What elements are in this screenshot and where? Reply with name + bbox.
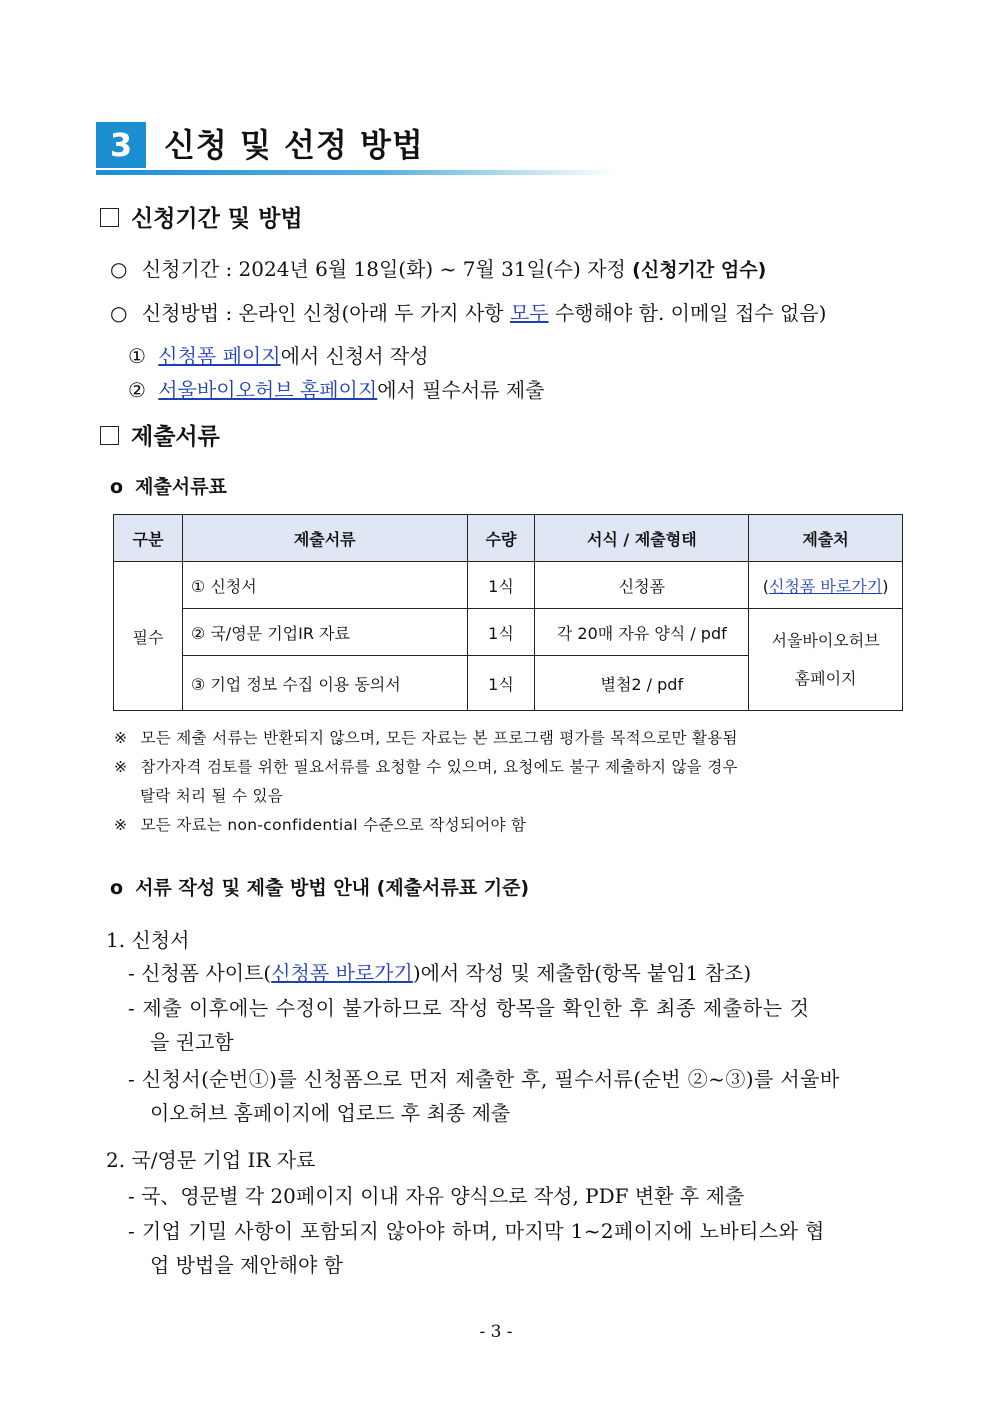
guide-item-cont: 업 방법을 제안해야 함	[150, 1253, 343, 1277]
note-mark: ※	[114, 729, 128, 747]
guide-item: - 신청서(순번①)를 신청폼으로 먼저 제출한 후, 필수서류(순번 ②~③)를 서울바	[128, 1067, 840, 1091]
guide-item-cont: 이오허브 홈페이지에 업로드 후 최종 제출	[150, 1101, 511, 1125]
section-number: 3	[96, 122, 146, 168]
method-line	[110, 297, 826, 326]
note-text: 참가자격 검토를 위한 필요서류를 요청할 수 있으며, 요청에도 불구 제출하지 않을 경우	[140, 758, 738, 776]
form-page-link[interactable]: 신청폼 페이지	[158, 344, 281, 368]
guide-item-text: - 신청폼 사이트(	[128, 961, 272, 985]
form-shortcut-link[interactable]: 신청폼 바로가기	[768, 576, 883, 596]
all-link[interactable]: 모두	[509, 301, 549, 325]
method-after: 수행해야 함. 이메일 접수 없음)	[548, 301, 827, 325]
guide-item: - 국、영문별 각 20페이지 이내 자유 양식으로 작성, PDF 변환 후 제출	[128, 1184, 745, 1208]
note	[114, 726, 738, 748]
checkbox-square-icon	[100, 208, 119, 227]
paren-open: (	[762, 576, 769, 596]
docs-heading-text: 제출서류	[131, 424, 220, 450]
period-line	[110, 253, 766, 282]
guide-title: 2. 국/영문 기업 IR 자료	[106, 1148, 316, 1172]
section-title: 신청 및 선정 방법	[164, 126, 424, 164]
bullet-o-icon: o	[110, 476, 124, 498]
note-mark: ※	[114, 758, 128, 776]
section-header	[96, 120, 616, 178]
header-qty: 수량	[467, 515, 535, 562]
guide-heading	[110, 873, 529, 900]
guide-item: - 기업 기밀 사항이 포함되지 않아야 하며, 마지막 1~2페이지에 노바티스와 협	[128, 1219, 825, 1243]
guide-title: 1. 신청서	[106, 928, 190, 952]
note	[114, 755, 738, 777]
header-dest: 제출처	[749, 515, 903, 562]
doc-cell: ③ 기업 정보 수집 이용 동의서	[182, 656, 467, 711]
docs-table-title-text: 제출서류표	[135, 476, 227, 498]
table-row	[114, 562, 903, 609]
doc-cell: ② 국/영문 기업IR 자료	[182, 609, 467, 656]
step-text: 에서 신청서 작성	[280, 344, 429, 368]
dest-line: 홈페이지	[794, 668, 857, 688]
form-cell: 신청폼	[535, 562, 749, 609]
period-label: 신청기간 : 2024년 6월 18일(화) ~ 7월 31일(수) 자정	[141, 257, 633, 281]
page-number: - 3 -	[479, 1322, 513, 1342]
guide-heading-text: 서류 작성 및 제출 방법 안내 (제출서류표 기준)	[135, 877, 530, 899]
section-underline	[96, 170, 616, 175]
header-doc: 제출서류	[182, 515, 467, 562]
docs-table-title	[110, 472, 227, 499]
step-text: 에서 필수서류 제출	[377, 378, 545, 402]
guide-item	[128, 957, 751, 986]
guide-item-text: )에서 작성 및 제출함(항목 붙임1 참조)	[412, 961, 752, 985]
bullet-o-icon: o	[110, 877, 124, 899]
bullet-circle-icon: ○	[110, 257, 128, 281]
table-header-row	[114, 515, 903, 562]
hub-homepage-link[interactable]: 서울바이오허브 홈페이지	[158, 378, 378, 402]
guide-item: - 제출 이후에는 수정이 불가하므로 작성 항목을 확인한 후 최종 제출하는 것	[128, 996, 810, 1020]
form-cell: 각 20매 자유 양식 / pdf	[535, 609, 749, 656]
table-row	[114, 609, 903, 656]
category-cell: 필수	[114, 562, 183, 711]
period-bold: (신청기간 엄수)	[632, 259, 767, 281]
header-category: 구분	[114, 515, 183, 562]
step-number: ①	[128, 344, 146, 368]
note-continued: 탈락 처리 될 수 있음	[140, 787, 284, 805]
period-heading	[100, 200, 303, 233]
method-step	[128, 374, 544, 403]
note-mark: ※	[114, 816, 128, 834]
method-before: 신청방법 : 온라인 신청(아래 두 가지 사항	[141, 301, 510, 325]
qty-cell: 1식	[467, 562, 535, 609]
period-heading-text: 신청기간 및 방법	[131, 206, 303, 232]
qty-cell: 1식	[467, 656, 535, 711]
form-cell: 별첨2 / pdf	[535, 656, 749, 711]
dest-line: 서울바이오허브	[771, 630, 880, 650]
form-shortcut-link[interactable]: 신청폼 바로가기	[271, 961, 413, 985]
docs-heading	[100, 418, 220, 451]
qty-cell: 1식	[467, 609, 535, 656]
dest-shared-cell	[749, 609, 903, 711]
header-form: 서식 / 제출형태	[535, 515, 749, 562]
paren-close: )	[882, 576, 889, 596]
step-number: ②	[128, 378, 146, 402]
checkbox-square-icon	[100, 426, 119, 445]
doc-cell: ① 신청서	[182, 562, 467, 609]
bullet-circle-icon: ○	[110, 301, 128, 325]
guide-item-cont: 을 권고함	[150, 1030, 234, 1054]
note-text: 모든 제출 서류는 반환되지 않으며, 모든 자료는 본 프로그램 평가를 목적으로만 활용됨	[140, 729, 738, 747]
method-step	[128, 340, 429, 369]
dest-cell	[749, 562, 903, 609]
note	[114, 813, 526, 835]
docs-table	[113, 514, 903, 711]
note-text: 모든 자료는 non-confidential 수준으로 작성되어야 함	[140, 816, 527, 834]
